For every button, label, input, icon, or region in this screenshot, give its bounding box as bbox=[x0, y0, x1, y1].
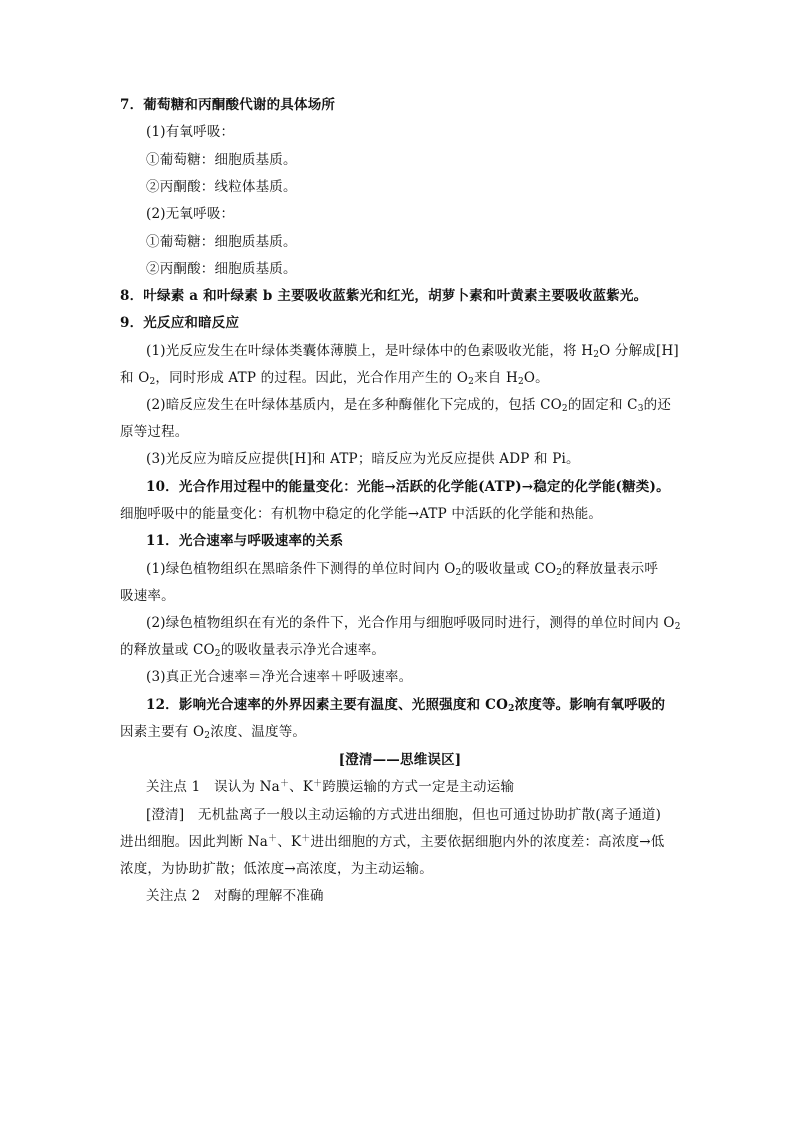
s9-title: 9．光反应和暗反应 bbox=[120, 315, 240, 331]
s9-p2-line2: 原等过程。 bbox=[120, 424, 189, 440]
s11-title: 11．光合速率与呼吸速率的关系 bbox=[146, 533, 344, 549]
cp1-clarification-line2: 进出细胞。因此判断 Na＋、K＋进出细胞的方式，主要依据细胞内外的浓度差：高浓度→低 bbox=[120, 834, 665, 850]
s7-title: 7．葡萄糖和丙酮酸代谢的具体场所 bbox=[120, 97, 336, 113]
s10-line2: 细胞呼吸中的能量变化：有机物中稳定的化学能→ATP 中活跃的化学能和热能。 bbox=[120, 506, 603, 522]
s9-p2-line1: (2)暗反应发生在叶绿体基质内，是在多种酶催化下完成的，包括 $CO_2$的固定和 $C_3$的还 bbox=[146, 397, 672, 414]
s7-anaerobic-glucose: ①葡萄糖：细胞质基质。 bbox=[146, 234, 297, 250]
cp1-clarification-line3: 浓度，为协助扩散；低浓度→高浓度，为主动运输。 bbox=[120, 861, 433, 877]
s9-p1-line1: (1)光反应发生在叶绿体类囊体薄膜上，是叶绿体中的色素吸收光能，将 $H_2O$ 分解成[H] bbox=[146, 343, 679, 360]
s7-anaerobic: (2)无氧呼吸： bbox=[146, 206, 235, 222]
s9-p3: (3)光反应为暗反应提供[H]和 ATP；暗反应为光反应提供 ADP 和 Pi。 bbox=[146, 451, 580, 467]
s11-p2-line2: 的释放量或 $CO_2$的吸收量表示净光合速率。 bbox=[120, 642, 386, 659]
s9-p1-line2: 和 $O_2$，同时形成 ATP 的过程。因此，光合作用产生的 $O_2$来自 $H_2O$。 bbox=[120, 370, 549, 387]
s11-p1-line1: (1)绿色植物组织在黑暗条件下测得的单位时间内 $O_2$的吸收量或 $CO_2$的释放量表示呼 bbox=[146, 561, 659, 578]
cp1-clarification-line1: [澄清] 无机盐离子一般以主动运输的方式进出细胞，但也可通过协助扩散(离子通道) bbox=[146, 807, 662, 823]
s12-line1: 12．影响光合速率的外界因素主要有温度、光照强度和 $CO_2$浓度等。影响有氧呼吸的 bbox=[146, 697, 666, 714]
s10-line1: 10．光合作用过程中的能量变化：光能→活跃的化学能(ATP)→稳定的化学能(糖类)。 bbox=[146, 479, 670, 495]
section-heading: [澄清——思维误区] bbox=[338, 752, 462, 768]
s7-aerobic-pyruvate: ②丙酮酸：线粒体基质。 bbox=[146, 179, 297, 195]
s11-p2-line1: (2)绿色植物组织在有光的条件下，光合作用与细胞呼吸同时进行，测得的单位时间内 $O_2$ bbox=[146, 615, 681, 632]
s11-p1-line2: 吸速率。 bbox=[120, 588, 175, 604]
cp2-label: 关注点 2 对酶的理解不准确 bbox=[146, 888, 324, 904]
cp1-label: 关注点 1 误认为 Na＋、K＋跨膜运输的方式一定是主动运输 bbox=[146, 779, 515, 795]
s8-text: 8．叶绿素 a 和叶绿素 b 主要吸收蓝紫光和红光，胡萝卜素和叶黄素主要吸收蓝紫光。 bbox=[120, 288, 648, 304]
s12-line2: 因素主要有 $O_2$浓度、温度等。 bbox=[120, 724, 307, 741]
s7-aerobic: (1)有氧呼吸： bbox=[146, 124, 235, 140]
s11-p3: (3)真正光合速率＝净光合速率＋呼吸速率。 bbox=[146, 669, 413, 685]
s7-aerobic-glucose: ①葡萄糖：细胞质基质。 bbox=[146, 152, 297, 168]
s7-anaerobic-pyruvate: ②丙酮酸：细胞质基质。 bbox=[146, 261, 297, 277]
